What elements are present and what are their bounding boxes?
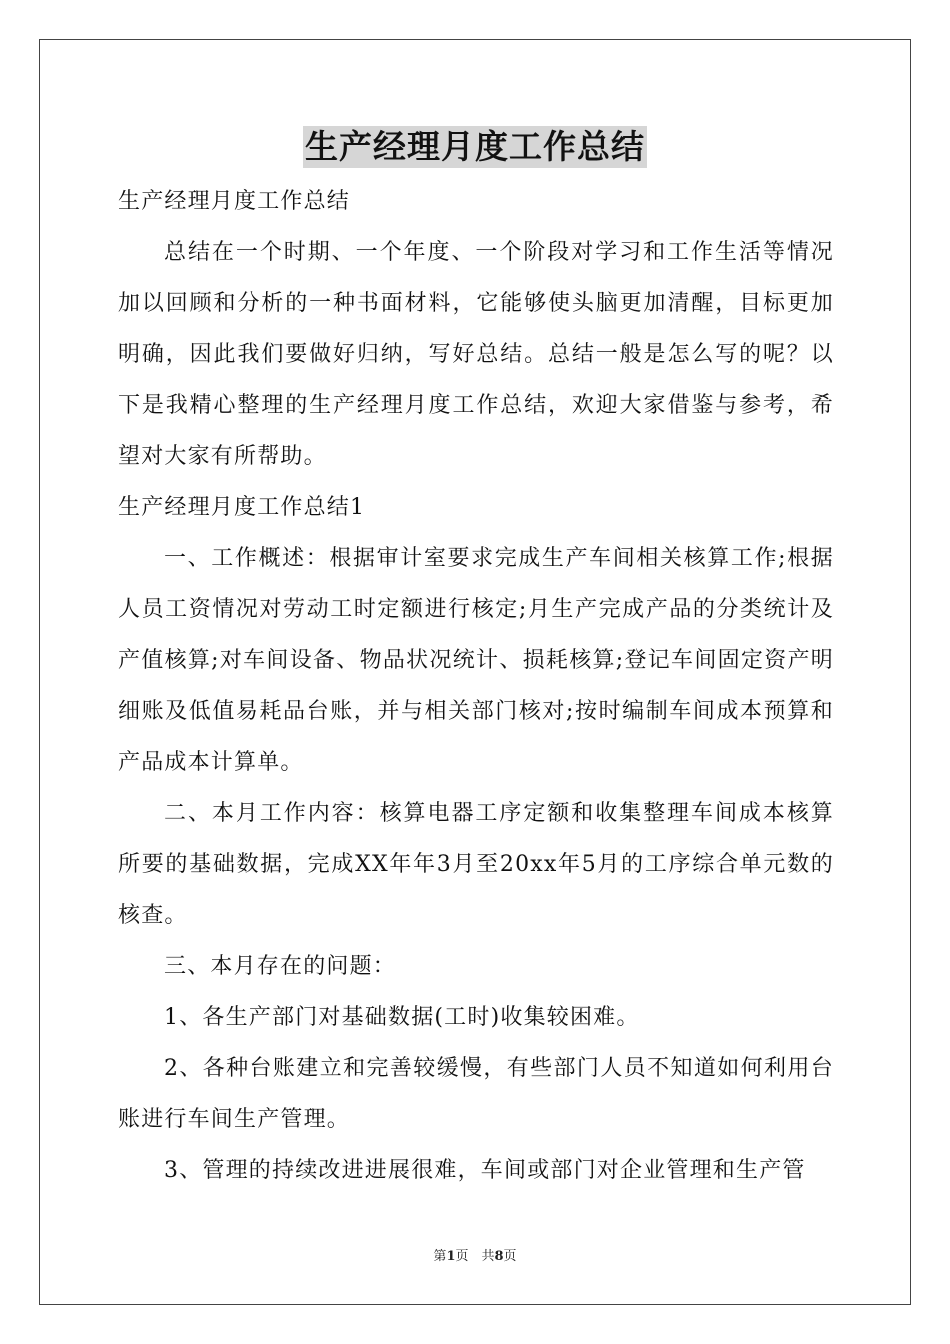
paragraph-work-content: 二、本月工作内容：核算电器工序定额和收集整理车间成本核算所要的基础数据，完成XX年年3月至20xx年5月的工序综合单元数的核查。 (118, 801, 834, 928)
page-footer (0, 1245, 950, 1264)
footer-suffix: 页 (503, 1249, 517, 1264)
footer-mid: 页 共 (455, 1249, 495, 1264)
paragraph-intro: 总结在一个时期、一个年度、一个阶段对学习和工作生活等情况加以回顾和分析的一种书面材料，它能够使头脑更加清醒，目标更加明确，因此我们要做好归纳，写好总结。总结一般是怎么写的呢？以下是我精心整理的生产经理月度工作总结，欢迎大家借鉴与参考，希望对大家有所帮助。 (118, 240, 834, 469)
paragraph-problems-heading: 三、本月存在的问题： (164, 954, 397, 979)
footer-total-pages: 8 (494, 1249, 504, 1264)
document-body (118, 176, 834, 1196)
paragraph-problem-1: 1、各生产部门对基础数据(工时)收集较困难。 (164, 1005, 640, 1030)
paragraph-problem-3: 3、管理的持续改进进展很难，车间或部门对企业管理和生产管 (164, 1158, 806, 1183)
paragraph-problem-2: 2、各种台账建立和完善较缓慢，有些部门人员不知道如何利用台账进行车间生产管理。 (118, 1056, 834, 1132)
paragraph-section-heading: 生产经理月度工作总结1 (118, 495, 366, 520)
footer-prefix: 第 (433, 1249, 447, 1264)
footer-current-page: 1 (446, 1249, 456, 1264)
paragraph-heading: 生产经理月度工作总结 (118, 189, 351, 214)
paragraph-overview: 一、工作概述：根据审计室要求完成生产车间相关核算工作;根据人员工资情况对劳动工时定额进行核定;月生产完成产品的分类统计及产值核算;对车间设备、物品状况统计、损耗核算;登记车间固定资产明细账及低值易耗品台账，并与相关部门核对;按时编制车间成本预算和产品成本计算单。 (118, 546, 834, 775)
document-title: 生产经理月度工作总结 (305, 127, 645, 166)
title-container (0, 126, 950, 168)
